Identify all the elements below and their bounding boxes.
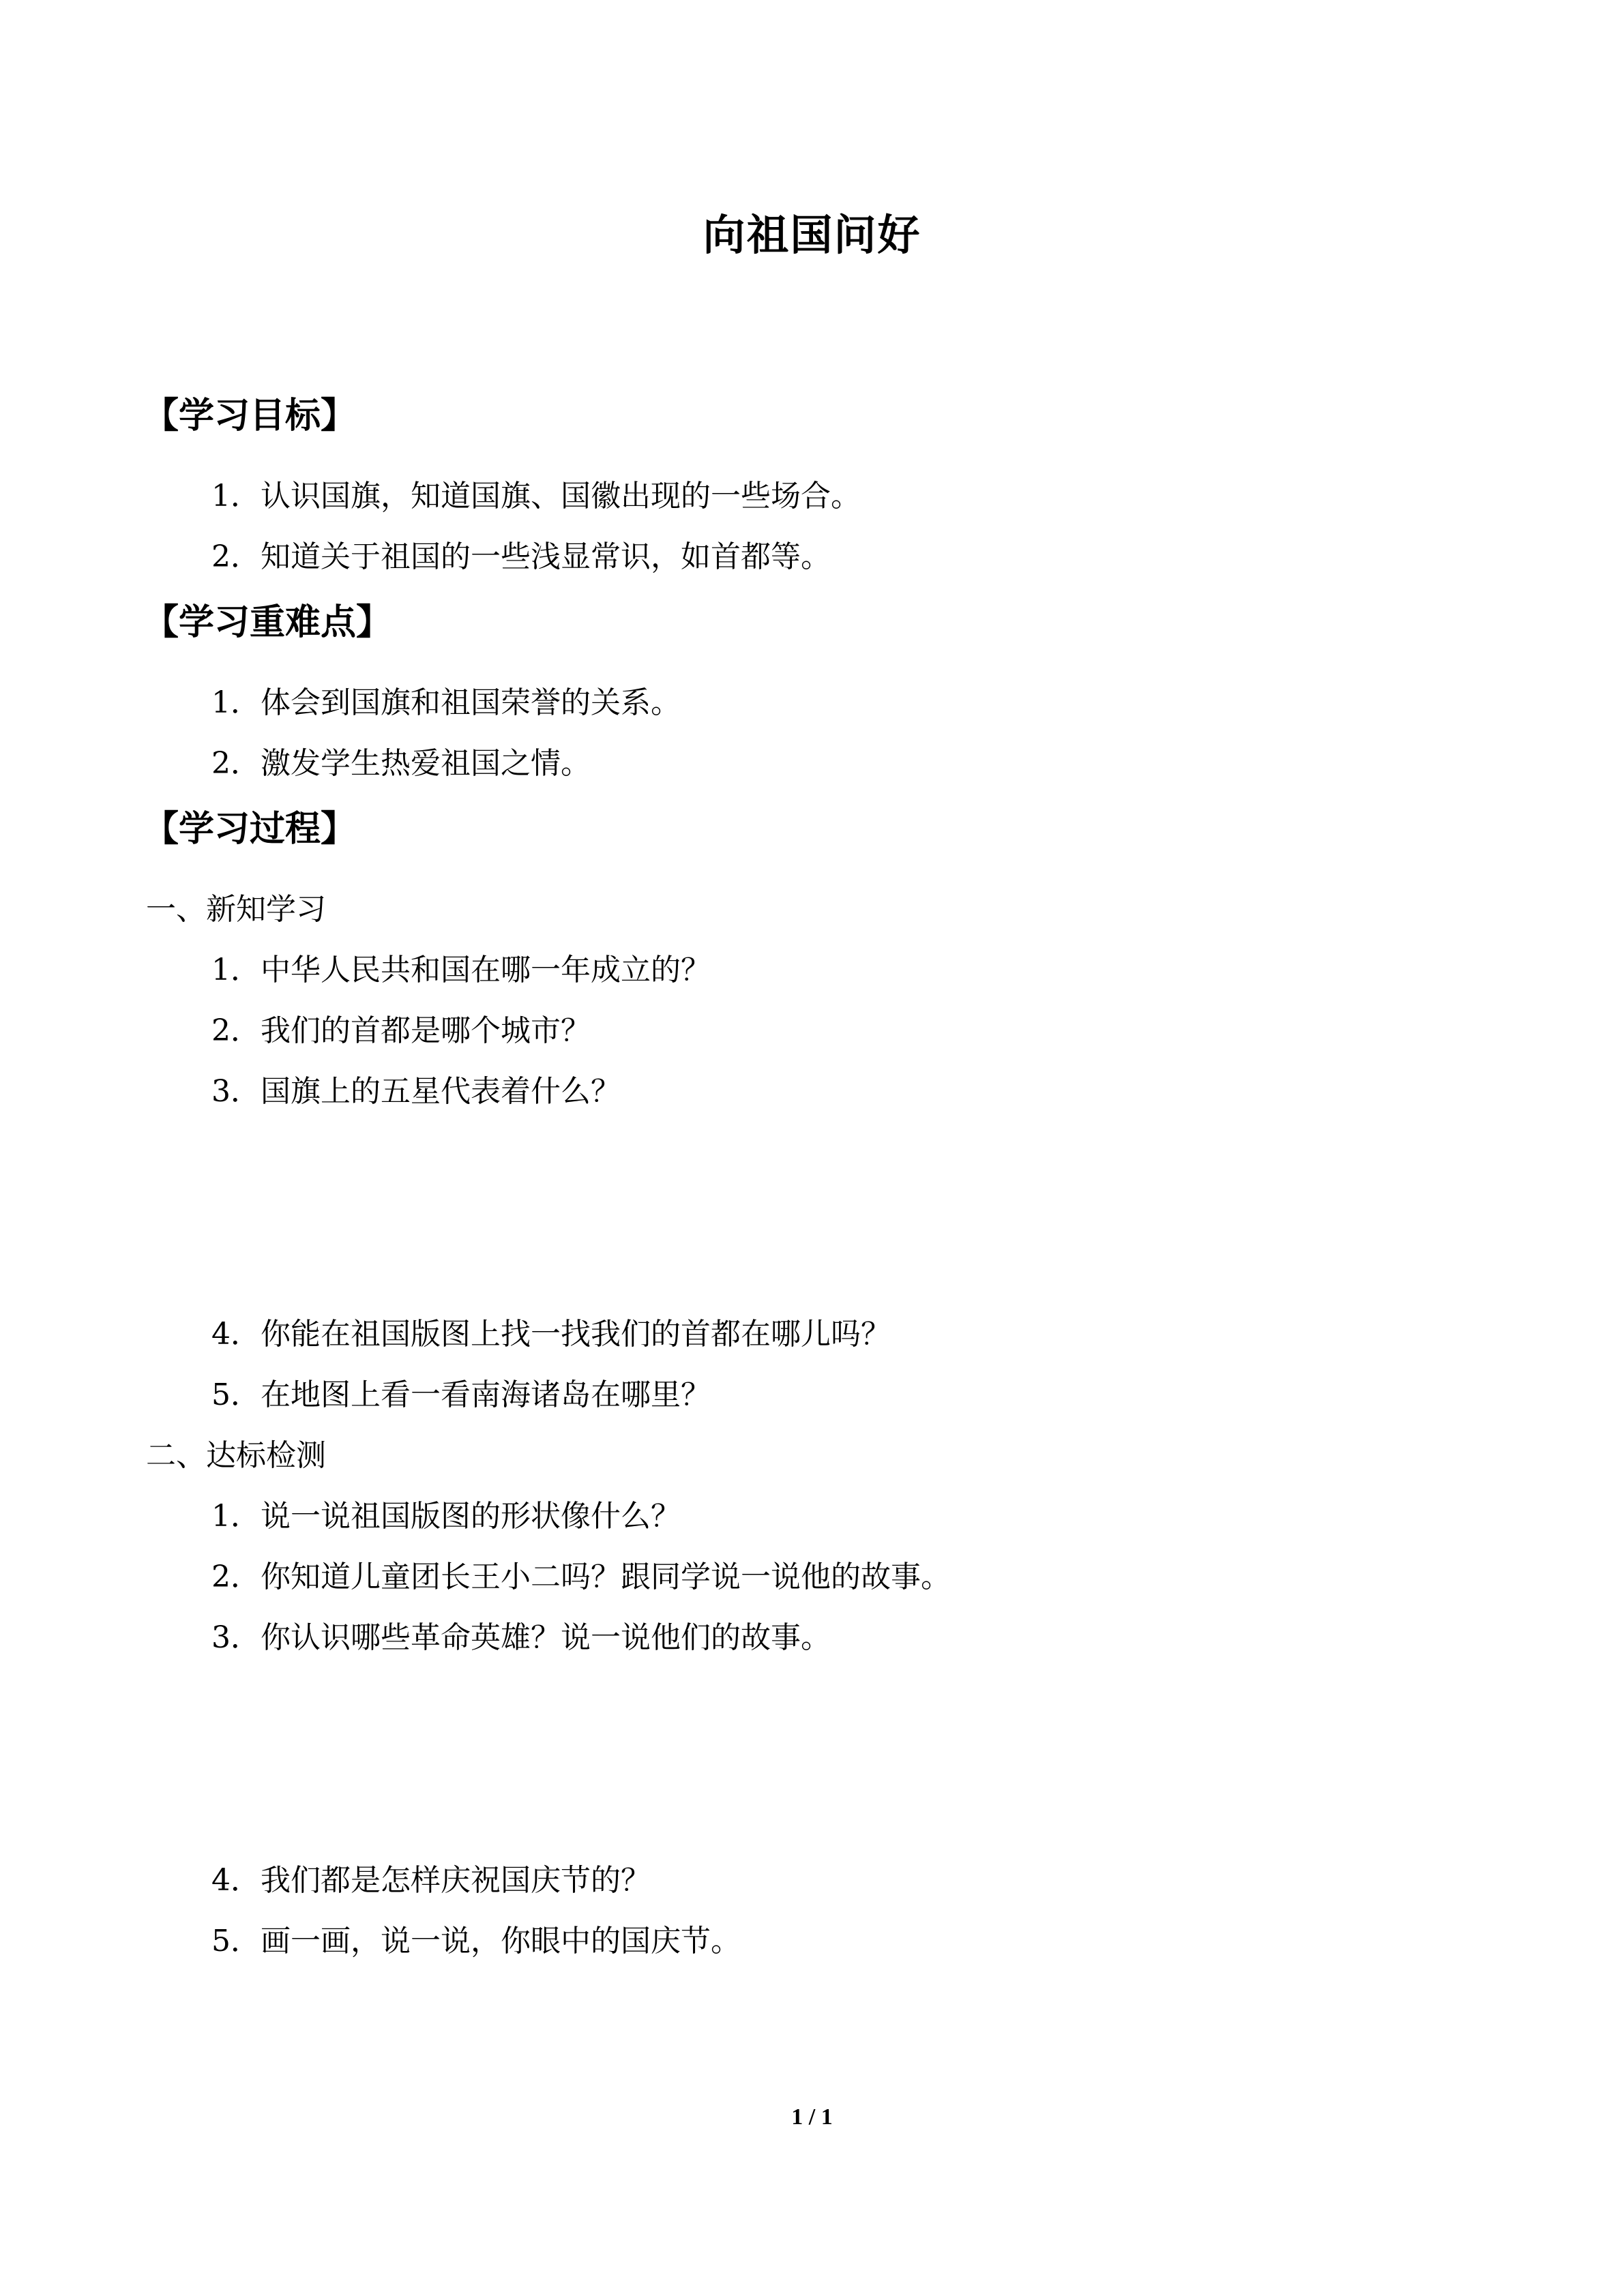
part2-item-4: 4．我们都是怎样庆祝国庆节的？ xyxy=(211,1863,651,1898)
page-number: 1 / 1 xyxy=(791,2104,833,2130)
key-point-item-1: 1．体会到国旗和祖国荣誉的关系。 xyxy=(211,685,681,720)
part1-item-3: 3．国旗上的五星代表着什么？ xyxy=(211,1074,621,1109)
section-heading-goals: 【学习目标】 xyxy=(143,396,357,436)
document-title: 向祖国问好 xyxy=(703,210,921,260)
goal-item-1: 1．认识国旗，知道国旗、国徽出现的一些场合。 xyxy=(211,479,861,513)
part1-item-4: 4．你能在祖国版图上找一找我们的首都在哪儿吗？ xyxy=(211,1317,891,1352)
goal-item-2: 2．知道关于祖国的一些浅显常识，如首都等。 xyxy=(211,539,831,574)
key-point-item-2: 2．激发学生热爱祖国之情。 xyxy=(211,746,591,781)
part2-item-1: 1．说一说祖国版图的形状像什么？ xyxy=(211,1499,681,1534)
section-heading-key-points: 【学习重难点】 xyxy=(143,602,392,643)
part1-item-1: 1．中华人民共和国在哪一年成立的？ xyxy=(211,953,711,987)
process-part2-title: 二、达标检测 xyxy=(146,1438,326,1473)
part1-item-2: 2．我们的首都是哪个城市？ xyxy=(211,1013,591,1048)
part2-item-3: 3．你认识哪些革命英雄？说一说他们的故事。 xyxy=(211,1620,831,1655)
part1-item-5: 5．在地图上看一看南海诸岛在哪里？ xyxy=(211,1377,711,1412)
part2-item-5: 5．画一画，说一说，你眼中的国庆节。 xyxy=(211,1924,741,1958)
section-heading-process: 【学习过程】 xyxy=(143,809,357,850)
part2-item-2: 2．你知道儿童团长王小二吗？跟同学说一说他的故事。 xyxy=(211,1560,951,1594)
process-part1-title: 一、新知学习 xyxy=(146,892,326,927)
